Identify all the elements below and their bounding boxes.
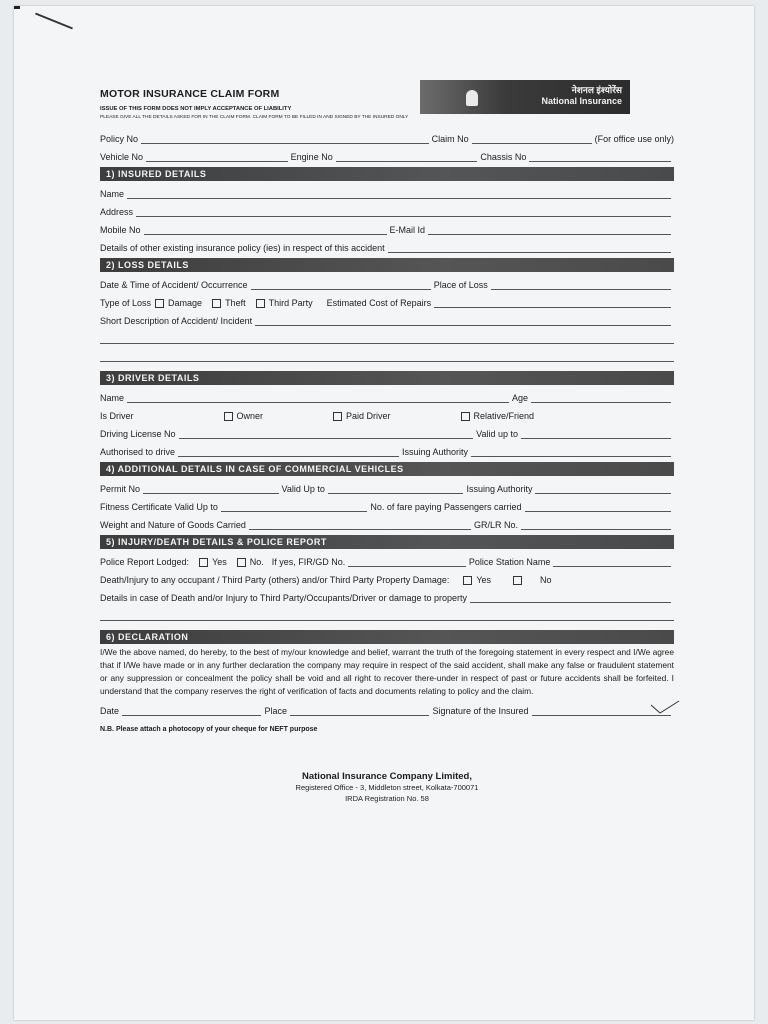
engine-no-field[interactable] [336, 151, 478, 162]
permit-authority-field[interactable] [535, 483, 671, 494]
date-label: Date [100, 706, 120, 716]
age-field[interactable] [531, 392, 671, 403]
death-yes-label: Yes [476, 575, 492, 585]
license-no-field[interactable] [179, 428, 474, 439]
company-name: National Insurance Company Limited, [302, 771, 472, 782]
mobile-label: Mobile No [100, 225, 141, 235]
death-yes-checkbox[interactable] [463, 576, 472, 585]
driver-name-label: Name [100, 393, 125, 403]
form-page [14, 6, 754, 1020]
logo-hindi: नेशनल इंश्योरेंस [571, 85, 622, 95]
instruction-text: PLEASE GIVE ALL THE DETAILS ASKED FOR IN THE CLAIM FORM. CLAIM FORM TO BE FILLED IN AND SIGNED BY THE INSURED ONLY [100, 115, 409, 120]
description-field[interactable] [255, 315, 671, 326]
license-valid-label: Valid up to [476, 429, 518, 439]
claim-no-label: Claim No [431, 134, 469, 144]
description-line-3[interactable] [100, 344, 674, 362]
police-no-label: No. [249, 557, 264, 567]
authorised-label: Authorised to drive [100, 447, 176, 457]
section-declaration: 6) DECLARATION [100, 630, 674, 644]
permit-valid-field[interactable] [328, 483, 464, 494]
section-insured-details: 1) INSURED DETAILS [100, 167, 674, 181]
death-details-label: Details in case of Death and/or Injury to Third Party/Occupants/Driver or damage to property [100, 593, 468, 603]
liability-notice: ISSUE OF THIS FORM DOES NOT IMPLY ACCEPTANCE OF LIABILITY [100, 106, 292, 112]
permit-valid-label: Valid Up to [281, 484, 325, 494]
logo-emblem-icon [466, 90, 478, 106]
date-field[interactable] [122, 705, 261, 716]
email-label: E-Mail Id [389, 225, 426, 235]
issuing-authority-field[interactable] [471, 446, 671, 457]
death-details-field[interactable] [470, 592, 671, 603]
license-no-label: Driving License No [100, 429, 176, 439]
section-commercial-vehicles: 4) ADDITIONAL DETAILS IN CASE OF COMMERCIAL VEHICLES [100, 462, 674, 476]
fir-label: If yes, FIR/GD No. [271, 557, 346, 567]
vehicle-no-label: Vehicle No [100, 152, 144, 162]
gr-lr-field[interactable] [521, 519, 671, 530]
driver-name-field[interactable] [127, 392, 509, 403]
owner-label: Owner [236, 411, 264, 421]
pen-stroke [35, 13, 73, 30]
issuing-authority-label: Issuing Authority [401, 447, 468, 457]
chassis-no-label: Chassis No [480, 152, 527, 162]
policy-no-field[interactable] [141, 133, 429, 144]
section-injury-police: 5) INJURY/DEATH DETAILS & POLICE REPORT [100, 535, 674, 549]
scan-mark [14, 6, 20, 9]
gr-lr-label: GR/LR No. [473, 520, 518, 530]
address-field[interactable] [136, 206, 671, 217]
accident-datetime-field[interactable] [251, 279, 431, 290]
police-no-checkbox[interactable] [237, 558, 246, 567]
third-party-label: Third Party [268, 298, 313, 308]
damage-checkbox[interactable] [155, 299, 164, 308]
place-label: Place [264, 706, 287, 716]
license-valid-field[interactable] [521, 428, 671, 439]
theft-checkbox[interactable] [212, 299, 221, 308]
police-yes-label: Yes [212, 557, 227, 567]
office-use-note: (For office use only) [594, 134, 674, 144]
claim-form [100, 80, 674, 804]
accident-datetime-label: Date & Time of Accident/ Occurrence [100, 280, 248, 290]
policy-no-label: Policy No [100, 134, 139, 144]
description-label: Short Description of Accident/ Incident [100, 316, 253, 326]
engine-no-label: Engine No [290, 152, 333, 162]
damage-label: Damage [168, 298, 203, 308]
other-policy-label: Details of other existing insurance policy (ies) in respect of this accident [100, 243, 385, 253]
email-field[interactable] [428, 224, 671, 235]
age-label: Age [511, 393, 528, 403]
fitness-label: Fitness Certificate Valid Up to [100, 502, 218, 512]
logo-english: National Insurance [541, 96, 622, 106]
is-driver-label: Is Driver [100, 411, 134, 421]
chassis-no-field[interactable] [529, 151, 671, 162]
death-injury-label: Death/Injury to any occupant / Third Party (others) and/or Third Party Property Damage: [100, 575, 450, 585]
paid-driver-checkbox[interactable] [333, 412, 342, 421]
irda-registration: IRDA Registration No. 58 [345, 794, 429, 803]
goods-label: Weight and Nature of Goods Carried [100, 520, 246, 530]
vehicle-no-field[interactable] [146, 151, 288, 162]
repair-cost-field[interactable] [434, 297, 671, 308]
other-policy-field[interactable] [388, 242, 671, 253]
tick-mark-icon [650, 700, 680, 714]
signature-label: Signature of the Insured [432, 706, 529, 716]
footer [100, 771, 674, 804]
third-party-checkbox[interactable] [256, 299, 265, 308]
address-label: Address [100, 207, 134, 217]
permit-authority-label: Issuing Authority [466, 484, 533, 494]
insured-name-field[interactable] [127, 188, 671, 199]
relative-label: Relative/Friend [473, 411, 535, 421]
neft-note: N.B. Please attach a photocopy of your cheque for NEFT purpose [100, 726, 318, 733]
place-field[interactable] [290, 705, 429, 716]
form-title: MOTOR INSURANCE CLAIM FORM [100, 88, 280, 100]
death-no-label: No [540, 575, 552, 585]
place-of-loss-field[interactable] [491, 279, 671, 290]
registered-office: Registered Office - 3, Middleton street, Kolkata-700071 [295, 783, 479, 792]
section-loss-details: 2) LOSS DETAILS [100, 258, 674, 272]
permit-no-field[interactable] [143, 483, 279, 494]
mobile-field[interactable] [144, 224, 387, 235]
station-field[interactable] [553, 556, 671, 567]
goods-field[interactable] [249, 519, 471, 530]
death-details-line-2[interactable] [100, 603, 674, 621]
authorised-field[interactable] [178, 446, 399, 457]
theft-label: Theft [225, 298, 246, 308]
description-line-2[interactable] [100, 326, 674, 344]
fitness-field[interactable] [221, 501, 368, 512]
paid-driver-label: Paid Driver [346, 411, 391, 421]
fir-field[interactable] [348, 556, 466, 567]
relative-checkbox[interactable] [461, 412, 470, 421]
insured-name-label: Name [100, 189, 125, 199]
passengers-label: No. of fare paying Passengers carried [370, 502, 522, 512]
police-report-label: Police Report Lodged: [100, 557, 190, 567]
claim-no-field[interactable] [472, 133, 592, 144]
station-label: Police Station Name [468, 557, 551, 567]
passengers-field[interactable] [525, 501, 672, 512]
owner-checkbox[interactable] [224, 412, 233, 421]
place-of-loss-label: Place of Loss [433, 280, 488, 290]
police-yes-checkbox[interactable] [199, 558, 208, 567]
repair-cost-label: Estimated Cost of Repairs [326, 298, 432, 308]
national-insurance-logo [420, 80, 630, 114]
type-of-loss-label: Type of Loss [100, 298, 152, 308]
declaration-text: I/We the above named, do hereby, to the best of my/our knowledge and belief, warrant the truth of the foregoing statement in every respect and I/We agree that if I/We have made or in any further declaration the company may require in respect of the said accident, shall make any false or fraudulent statement or any suppression or concealment the policy shall be void and all right to recover there-under in respect of past or future accidents shall be forfeited. I understand that the company reserves the right of verification of facts and documents relating to policy and the claim. [100, 647, 674, 696]
death-no-checkbox[interactable] [513, 576, 522, 585]
section-driver-details: 3) DRIVER DETAILS [100, 371, 674, 385]
permit-no-label: Permit No [100, 484, 141, 494]
